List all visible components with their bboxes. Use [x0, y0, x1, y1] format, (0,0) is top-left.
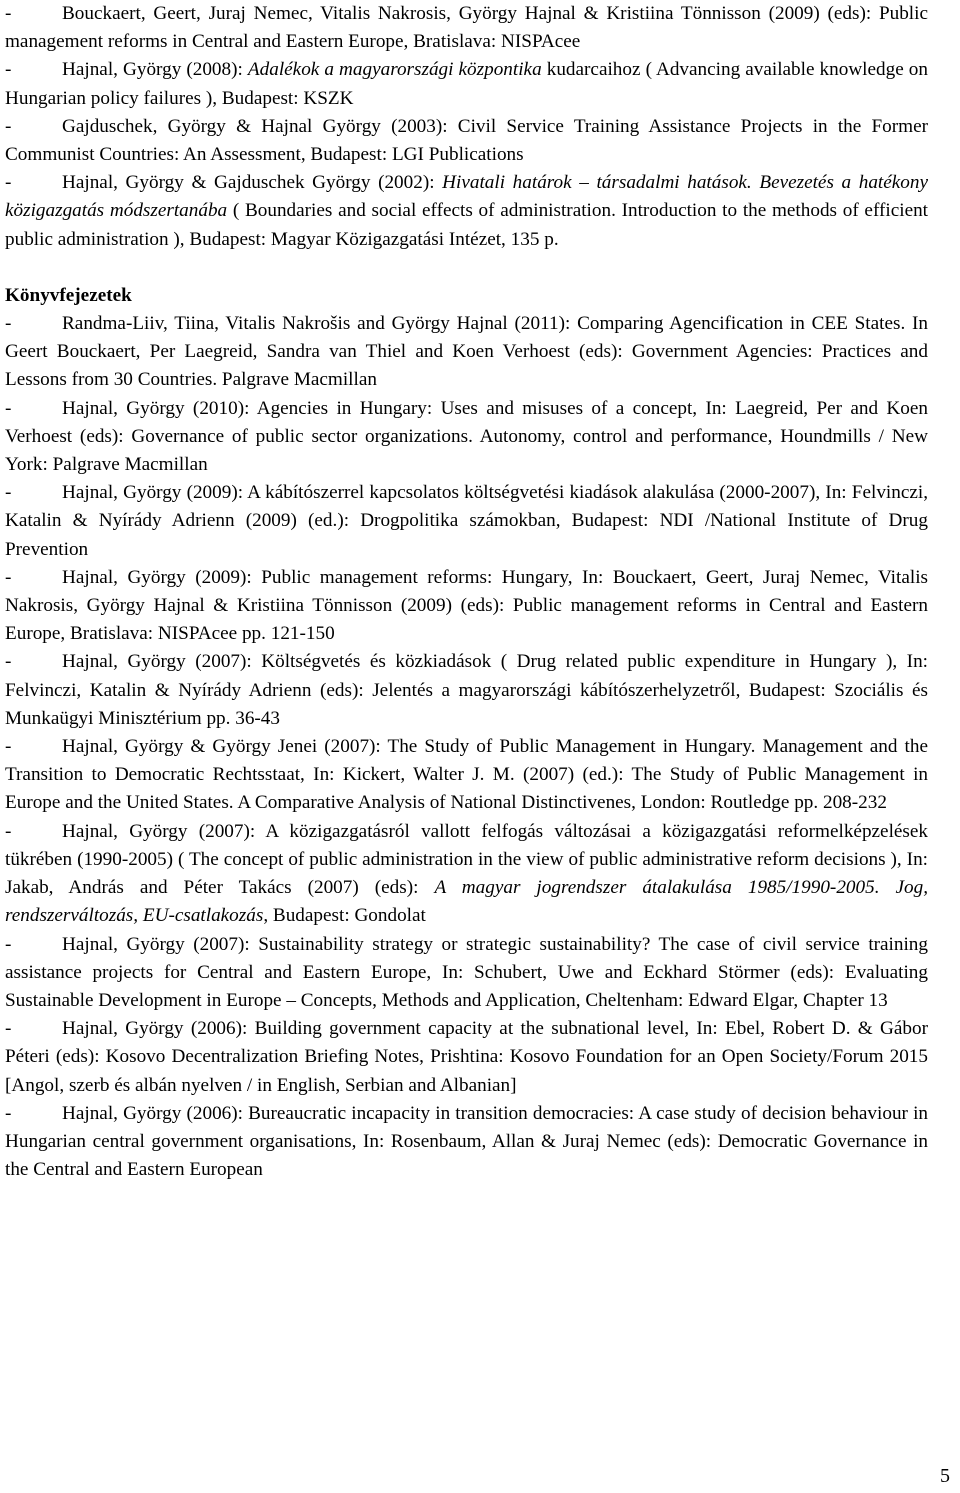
reference-pre: Hajnal, György (2006): Building government capacity at the subnational level, In: Ebel, Robert D. & Gábor Péteri (eds): Kosovo Decentralization Briefing Notes, Prishtina: Kosovo Foundation for an Open Society/Forum 2015 [Angol, szerb és albán nyelven / in English, Serbian and Albanian] [5, 1018, 928, 1096]
reference-pre: Randma-Liiv, Tiina, Vitalis Nakrošis and György Hajnal (2011): Comparing Agencification in CEE States. In Geert Bouckaert, Per Laegreid, Sandra van Thiel and Koen Verhoest (eds): Government Agencies: Practices and Lessons from 30 Countries. Palgrave Macmillan [5, 313, 928, 391]
reference-entry [5, 733, 928, 818]
dash-bullet: - [5, 820, 12, 842]
reference-entry [5, 113, 928, 169]
reference-entry [5, 0, 928, 56]
reference-pre: Hajnal, György (2007): Költségvetés és közkiadások ( Drug related public expenditure in Hungary ), In: Felvinczi, Katalin & Nyírády Adrienn (eds): Jelentés a magyarországi kábítószerhelyzetről, Budapest: Szociális és Munkaügyi Minisztérium pp. 36-43 [5, 651, 928, 729]
reference-post: ( Boundaries and social effects of administration. Introduction to the methods of efficient public administration ), Budapest: Magyar Közigazgatási Intézet, 135 p. [5, 200, 929, 250]
dash-bullet: - [5, 651, 12, 673]
reference-post: kudarcaihoz ( Advancing available knowledge on Hungarian policy failures ), Budapest: KSZK [5, 59, 928, 109]
document-page [5, 0, 928, 1184]
reference-entry [5, 169, 928, 254]
reference-entry [5, 648, 928, 733]
reference-entry [5, 310, 928, 395]
reference-pre: Hajnal, György (2009): Public management reforms: Hungary, In: Bouckaert, Geert, Juraj Nemec, Vitalis Nakrosis, György Hajnal & Kristiina Tönnisson (2009) (eds): Public management reforms in Central and Eastern Europe, Bratislava: NISPAcee pp. 121-150 [5, 566, 928, 645]
reference-pre: Hajnal, György & György Jenei (2007): The Study of Public Management in Hungary. Management and the Transition to Democratic Rechtsstaat, In: Kickert, Walter J. M. (2007) (ed.): The Study of Public Management in Europe and the United States. A Comparative Analysis of National Distinctivenes, London: Routledge pp. 208-232 [5, 736, 928, 814]
reference-entry [5, 931, 928, 1016]
dash-bullet: - [5, 3, 12, 24]
reference-pre: Hajnal, György (2008): [62, 59, 248, 81]
reference-entry [5, 395, 928, 480]
reference-entry [5, 1015, 928, 1100]
dash-bullet: - [5, 566, 12, 588]
page-number: 5 [940, 1465, 950, 1487]
section-heading: Könyvfejezetek [5, 284, 132, 306]
dash-bullet: - [5, 482, 12, 504]
reference-entry [5, 1100, 928, 1185]
reference-italic: Adalékok a magyarországi központika [247, 59, 542, 81]
reference-pre: Hajnal, György & Gajduschek György (2002): [62, 172, 443, 194]
dash-bullet: - [5, 933, 12, 955]
reference-post: , Budapest: Gondolat [263, 905, 426, 927]
dash-bullet: - [5, 115, 12, 137]
dash-bullet: - [5, 313, 12, 335]
reference-pre: Hajnal, György (2006): Bureaucratic incapacity in transition democracies: A case study of decision behaviour in Hungarian central government organisations, In: Rosenbaum, Allan & Juraj Nemec (eds): Democratic Governance in the Central and Eastern European [5, 1102, 928, 1181]
reference-entry [5, 56, 928, 112]
reference-pre: Hajnal, György (2007): Sustainability strategy or strategic sustainability? The case of civil service training assistance projects for Central and Eastern Europe, In: Schubert, Uwe and Eckhard Störmer (eds): Evaluating Sustainable Development in Europe – Concepts, Methods and Application, Cheltenham: Edward Elgar, Chapter 13 [5, 933, 928, 1011]
reference-entry [5, 564, 928, 649]
reference-pre: Hajnal, György (2010): Agencies in Hungary: Uses and misuses of a concept, In: Laegreid, Per and Koen Verhoest (eds): Governance of public sector organizations. Autonomy, control and performance, Houndmills / New York: Palgrave Macmillan [5, 397, 928, 476]
reference-italic: A magyar jogrendszer átalakulása 1985/1990-2005. Jog, rendszerváltozás, EU-csatlakozás [5, 877, 928, 927]
reference-pre: Hajnal, György (2009): A kábítószerrel kapcsolatos költségvetési kiadások alakulása (2000-2007), In: Felvinczi, Katalin & Nyírády Adrienn (2009) (ed.): Drogpolitika számokban, Budapest: NDI /National Institute of Drug Prevention [5, 482, 928, 560]
dash-bullet: - [5, 172, 12, 194]
reference-list-chapters [5, 310, 928, 1184]
dash-bullet: - [5, 397, 12, 419]
reference-entry [5, 818, 928, 931]
dash-bullet: - [5, 59, 12, 81]
dash-bullet: - [5, 1018, 12, 1040]
reference-italic: Hivatali határok – társadalmi hatások. Bevezetés a hatékony közigazgatás módszertanába [5, 172, 928, 222]
dash-bullet: - [5, 736, 12, 758]
reference-pre: Gajduschek, György & Hajnal György (2003): Civil Service Training Assistance Projects in the Former Communist Countries: An Assessment, Budapest: LGI Publications [5, 115, 928, 166]
reference-entry [5, 479, 928, 564]
reference-pre: Bouckaert, Geert, Juraj Nemec, Vitalis Nakrosis, György Hajnal & Kristiina Tönnisson (2009) (eds): Public management reforms in Central and Eastern Europe, Bratislava: NISPAcee [5, 3, 928, 53]
reference-list-top [5, 0, 928, 254]
reference-pre: Hajnal, György (2007): A közigazgatásról vallott felfogás változásai a közigazgatási reformelképzelések tükrében (1990-2005) ( The concept of public administration in the view of public administrative reform decisions ), In: Jakab, András and Péter Takács (2007) (eds): [5, 820, 928, 899]
dash-bullet: - [5, 1102, 12, 1124]
